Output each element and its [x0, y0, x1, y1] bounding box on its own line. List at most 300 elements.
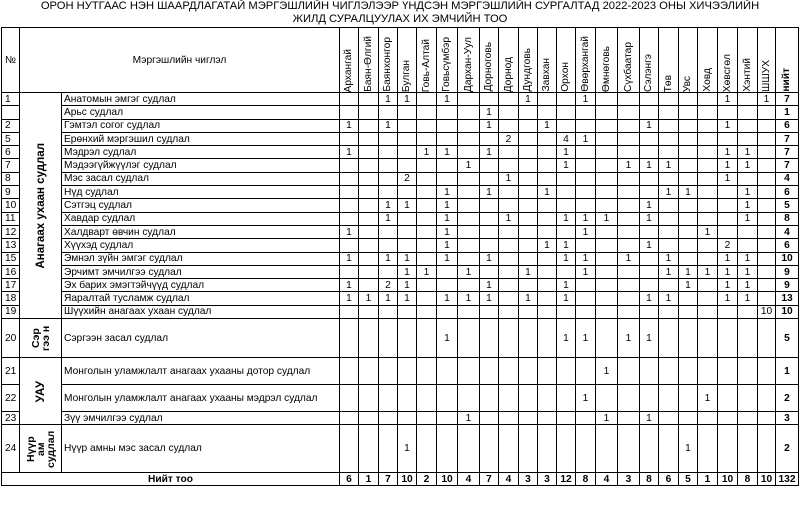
region-value [640, 252, 659, 265]
region-value [596, 146, 618, 159]
row-total: 6 [776, 239, 799, 252]
footer-value: 10 [718, 473, 738, 486]
row-number: 15 [2, 252, 20, 265]
region-value [618, 106, 640, 119]
region-value [659, 239, 679, 252]
region-value [480, 199, 499, 212]
region-value [398, 239, 417, 252]
table-row [2, 319, 799, 358]
region-value [340, 239, 359, 252]
region-value [557, 119, 576, 132]
table-row [2, 305, 799, 318]
region-value: 1 [519, 265, 538, 278]
region-value [480, 358, 499, 385]
region-value [718, 412, 738, 425]
region-value [758, 358, 776, 385]
region-value [640, 106, 659, 119]
region-value [618, 186, 640, 199]
region-value [519, 252, 538, 265]
region-value [679, 239, 698, 252]
region-value [758, 425, 776, 473]
region-value [738, 305, 758, 318]
region-value [758, 119, 776, 132]
region-value: 1 [437, 319, 458, 358]
row-total: 13 [776, 292, 799, 305]
region-value [417, 159, 437, 172]
direction-name: Ерөнхий мэргэшил судлал [62, 132, 340, 145]
region-value [340, 265, 359, 278]
region-value [640, 425, 659, 473]
region-value [398, 106, 417, 119]
region-value [359, 252, 379, 265]
footer-value: 4 [596, 473, 618, 486]
row-number: 16 [2, 265, 20, 278]
region-value [698, 146, 718, 159]
region-value: 2 [398, 172, 417, 185]
row-total: 10 [776, 305, 799, 318]
region-value [576, 358, 596, 385]
region-value [738, 239, 758, 252]
region-value: 1 [738, 199, 758, 212]
table-row [2, 159, 799, 172]
region-value [458, 106, 480, 119]
region-value: 1 [576, 385, 596, 412]
region-value [379, 132, 398, 145]
region-value [437, 412, 458, 425]
region-value [458, 225, 480, 238]
region-value: 1 [738, 159, 758, 172]
region-value [557, 425, 576, 473]
region-value [557, 225, 576, 238]
region-value [640, 358, 659, 385]
header-region: Дорнод [499, 28, 519, 93]
region-value [640, 93, 659, 106]
region-value [458, 319, 480, 358]
row-total: 5 [776, 199, 799, 212]
region-value [596, 119, 618, 132]
direction-name: Зүү эмчилгээ судлал [62, 412, 340, 425]
region-value [519, 225, 538, 238]
footer-total: 132 [776, 473, 799, 486]
region-value [480, 265, 499, 278]
region-value [340, 358, 359, 385]
region-value [499, 279, 519, 292]
region-value [659, 279, 679, 292]
region-value [659, 425, 679, 473]
region-value [499, 119, 519, 132]
region-value [738, 132, 758, 145]
region-value [379, 385, 398, 412]
title-line-1: ОРОН НУТГААС НЭН ШААРДЛАГАТАЙ МЭРГЭШЛИЙН ЧИГЛЭЛЭЭР ҮНДСЭН МЭРГЭШЛИЙН СУРГАЛТАД 2022-2023 ОНЫ ХИЧЭЭЛИЙН [40, 0, 760, 12]
region-value: 1 [596, 212, 618, 225]
region-value [576, 279, 596, 292]
region-value [698, 119, 718, 132]
row-number: 7 [2, 159, 20, 172]
region-value [379, 159, 398, 172]
region-value: 1 [738, 212, 758, 225]
region-value [519, 132, 538, 145]
region-value [738, 358, 758, 385]
region-value [480, 225, 499, 238]
region-value: 1 [398, 279, 417, 292]
region-value: 1 [557, 252, 576, 265]
direction-name: Гэмтэл согог судлал [62, 119, 340, 132]
region-value: 4 [557, 132, 576, 145]
footer-value: 10 [758, 473, 776, 486]
region-value [499, 199, 519, 212]
region-value [659, 212, 679, 225]
region-value [659, 305, 679, 318]
region-value [359, 225, 379, 238]
region-value [538, 265, 557, 278]
region-value: 1 [576, 225, 596, 238]
region-value [398, 358, 417, 385]
region-value [417, 279, 437, 292]
region-value [659, 385, 679, 412]
region-value [437, 132, 458, 145]
region-value: 1 [499, 212, 519, 225]
region-value [640, 186, 659, 199]
region-value [718, 212, 738, 225]
region-value [538, 132, 557, 145]
table-row [2, 225, 799, 238]
region-value [340, 159, 359, 172]
row-total: 6 [776, 119, 799, 132]
region-value [340, 385, 359, 412]
region-value: 1 [640, 292, 659, 305]
region-value [596, 425, 618, 473]
region-value [698, 425, 718, 473]
footer-value: 7 [480, 473, 499, 486]
region-value [618, 305, 640, 318]
region-value [359, 93, 379, 106]
region-value [519, 146, 538, 159]
region-value [640, 132, 659, 145]
region-value [659, 319, 679, 358]
region-value [596, 292, 618, 305]
table-row [2, 252, 799, 265]
row-total: 9 [776, 279, 799, 292]
region-value [618, 279, 640, 292]
region-value: 1 [718, 146, 738, 159]
region-value [379, 412, 398, 425]
region-value: 1 [576, 265, 596, 278]
region-value [679, 212, 698, 225]
region-value: 1 [718, 279, 738, 292]
region-value: 1 [437, 186, 458, 199]
region-value [379, 225, 398, 238]
header-region: Завхан [538, 28, 557, 93]
row-number: 11 [2, 212, 20, 225]
region-value [480, 385, 499, 412]
region-value [596, 199, 618, 212]
region-value [659, 172, 679, 185]
region-value [618, 425, 640, 473]
region-value [640, 279, 659, 292]
region-value [758, 252, 776, 265]
table-row [2, 385, 799, 412]
region-value [618, 385, 640, 412]
region-value: 1 [679, 425, 698, 473]
region-value: 1 [340, 279, 359, 292]
region-value [359, 199, 379, 212]
row-number: 10 [2, 199, 20, 212]
row-number [2, 106, 20, 119]
region-value [458, 199, 480, 212]
region-value [417, 385, 437, 412]
region-value: 1 [738, 146, 758, 159]
row-number: 12 [2, 225, 20, 238]
region-value [596, 172, 618, 185]
region-value [738, 385, 758, 412]
region-value [618, 212, 640, 225]
region-value [458, 239, 480, 252]
region-value: 1 [640, 212, 659, 225]
header-no: № [2, 28, 20, 93]
region-value: 1 [618, 252, 640, 265]
region-value: 1 [480, 186, 499, 199]
region-value: 1 [340, 146, 359, 159]
group-label: УАУ [20, 358, 62, 425]
region-value [758, 385, 776, 412]
region-value [340, 199, 359, 212]
region-value [398, 186, 417, 199]
region-value: 1 [738, 186, 758, 199]
region-value [359, 159, 379, 172]
region-value [596, 159, 618, 172]
group-label: Сэр гээ н [20, 319, 62, 358]
region-value: 1 [698, 385, 718, 412]
region-value [596, 279, 618, 292]
region-value: 1 [340, 292, 359, 305]
table-row [2, 119, 799, 132]
region-value [718, 319, 738, 358]
footer-label: Нийт тоо [2, 473, 340, 486]
region-value [618, 358, 640, 385]
region-value [679, 252, 698, 265]
region-value [758, 319, 776, 358]
region-value [519, 159, 538, 172]
region-value [738, 119, 758, 132]
table-title [0, 0, 800, 26]
footer-value: 1 [359, 473, 379, 486]
region-value [557, 172, 576, 185]
specialists-table [1, 27, 799, 486]
region-value [618, 265, 640, 278]
region-value: 1 [679, 279, 698, 292]
region-value [758, 239, 776, 252]
region-value [538, 305, 557, 318]
region-value [379, 305, 398, 318]
region-value [659, 412, 679, 425]
region-value: 1 [640, 319, 659, 358]
row-number: 19 [2, 305, 20, 318]
region-value: 2 [379, 279, 398, 292]
header-region: Говь-Алтай [417, 28, 437, 93]
region-value [417, 412, 437, 425]
region-value [679, 319, 698, 358]
region-value [499, 93, 519, 106]
region-value [359, 305, 379, 318]
region-value [596, 106, 618, 119]
table-row [2, 212, 799, 225]
region-value [557, 186, 576, 199]
region-value [499, 252, 519, 265]
title-line-2: ЖИЛД СУРАЛЦУУЛАХ ИХ ЭМЧИЙН ТОО [292, 13, 508, 25]
region-value [576, 159, 596, 172]
footer-value: 8 [576, 473, 596, 486]
region-value [340, 93, 359, 106]
region-value [417, 106, 437, 119]
region-value [437, 172, 458, 185]
region-value [718, 305, 738, 318]
region-value [480, 132, 499, 145]
region-value [618, 225, 640, 238]
region-value [458, 305, 480, 318]
header-region: Орхон [557, 28, 576, 93]
region-value [640, 385, 659, 412]
region-value: 1 [437, 225, 458, 238]
footer-value: 8 [640, 473, 659, 486]
region-value: 1 [640, 239, 659, 252]
region-value [340, 186, 359, 199]
region-value [458, 212, 480, 225]
region-value [480, 239, 499, 252]
region-value: 1 [499, 172, 519, 185]
region-value [538, 292, 557, 305]
region-value: 1 [698, 265, 718, 278]
region-value [480, 412, 499, 425]
region-value [698, 412, 718, 425]
table-row [2, 279, 799, 292]
region-value [437, 385, 458, 412]
direction-name: Эрчимт эмчилгээ судлал [62, 265, 340, 278]
region-value [718, 106, 738, 119]
direction-name: Мэдээгүйжүүлэг судлал [62, 159, 340, 172]
region-value: 1 [398, 199, 417, 212]
region-value [618, 172, 640, 185]
region-value: 1 [640, 159, 659, 172]
region-value [557, 199, 576, 212]
region-value [417, 319, 437, 358]
region-value [698, 199, 718, 212]
region-value [679, 292, 698, 305]
region-value: 1 [576, 132, 596, 145]
region-value: 1 [480, 146, 499, 159]
region-value [538, 172, 557, 185]
region-value: 1 [738, 265, 758, 278]
region-value [640, 225, 659, 238]
region-value: 1 [480, 119, 499, 132]
region-value: 1 [398, 252, 417, 265]
header-region: Сүхбаатар [618, 28, 640, 93]
direction-name: Монголын уламжлалт анагаах ухааны мэдрэл судлал [62, 385, 340, 412]
region-value [499, 319, 519, 358]
region-value [499, 385, 519, 412]
region-value [576, 292, 596, 305]
footer-value: 6 [659, 473, 679, 486]
region-value [698, 252, 718, 265]
region-value [398, 305, 417, 318]
region-value: 1 [437, 93, 458, 106]
region-value [480, 172, 499, 185]
region-value [557, 385, 576, 412]
region-value: 1 [437, 239, 458, 252]
region-value [499, 225, 519, 238]
region-value [398, 385, 417, 412]
region-value [499, 186, 519, 199]
row-total: 5 [776, 319, 799, 358]
region-value [379, 265, 398, 278]
header-region: Хөвсгөл [718, 28, 738, 93]
row-total: 6 [776, 186, 799, 199]
region-value [557, 265, 576, 278]
row-total: 7 [776, 132, 799, 145]
region-value [519, 186, 538, 199]
region-value [359, 319, 379, 358]
direction-name: Нүд судлал [62, 186, 340, 199]
region-value: 1 [618, 159, 640, 172]
region-value [480, 425, 499, 473]
region-value [576, 186, 596, 199]
direction-name: Монголын уламжлалт анагаах ухааны дотор судлал [62, 358, 340, 385]
region-value: 1 [417, 265, 437, 278]
region-value [340, 425, 359, 473]
region-value [718, 199, 738, 212]
row-total: 10 [776, 252, 799, 265]
region-value [499, 292, 519, 305]
region-value: 1 [738, 279, 758, 292]
region-value [359, 385, 379, 412]
region-value [640, 265, 659, 278]
header-total: нийт [776, 28, 799, 93]
region-value: 1 [458, 159, 480, 172]
region-value: 1 [519, 93, 538, 106]
region-value [359, 106, 379, 119]
region-value [417, 292, 437, 305]
region-value [519, 106, 538, 119]
region-value [398, 119, 417, 132]
header-region: Увс [679, 28, 698, 93]
region-value: 1 [557, 159, 576, 172]
region-value [679, 305, 698, 318]
region-value: 1 [437, 199, 458, 212]
row-total: 7 [776, 93, 799, 106]
region-value [758, 172, 776, 185]
region-value: 1 [437, 212, 458, 225]
region-value [480, 93, 499, 106]
region-value [698, 279, 718, 292]
region-value: 1 [417, 146, 437, 159]
region-value: 1 [379, 292, 398, 305]
region-value [480, 305, 499, 318]
region-value [557, 412, 576, 425]
region-value [679, 119, 698, 132]
region-value [596, 385, 618, 412]
region-value [458, 172, 480, 185]
region-value [718, 385, 738, 412]
region-value [480, 212, 499, 225]
region-value [698, 132, 718, 145]
region-value [519, 199, 538, 212]
header-row [2, 28, 799, 93]
row-number: 21 [2, 358, 20, 385]
region-value [618, 119, 640, 132]
region-value [379, 172, 398, 185]
region-value [659, 358, 679, 385]
region-value [679, 106, 698, 119]
region-value: 1 [659, 186, 679, 199]
